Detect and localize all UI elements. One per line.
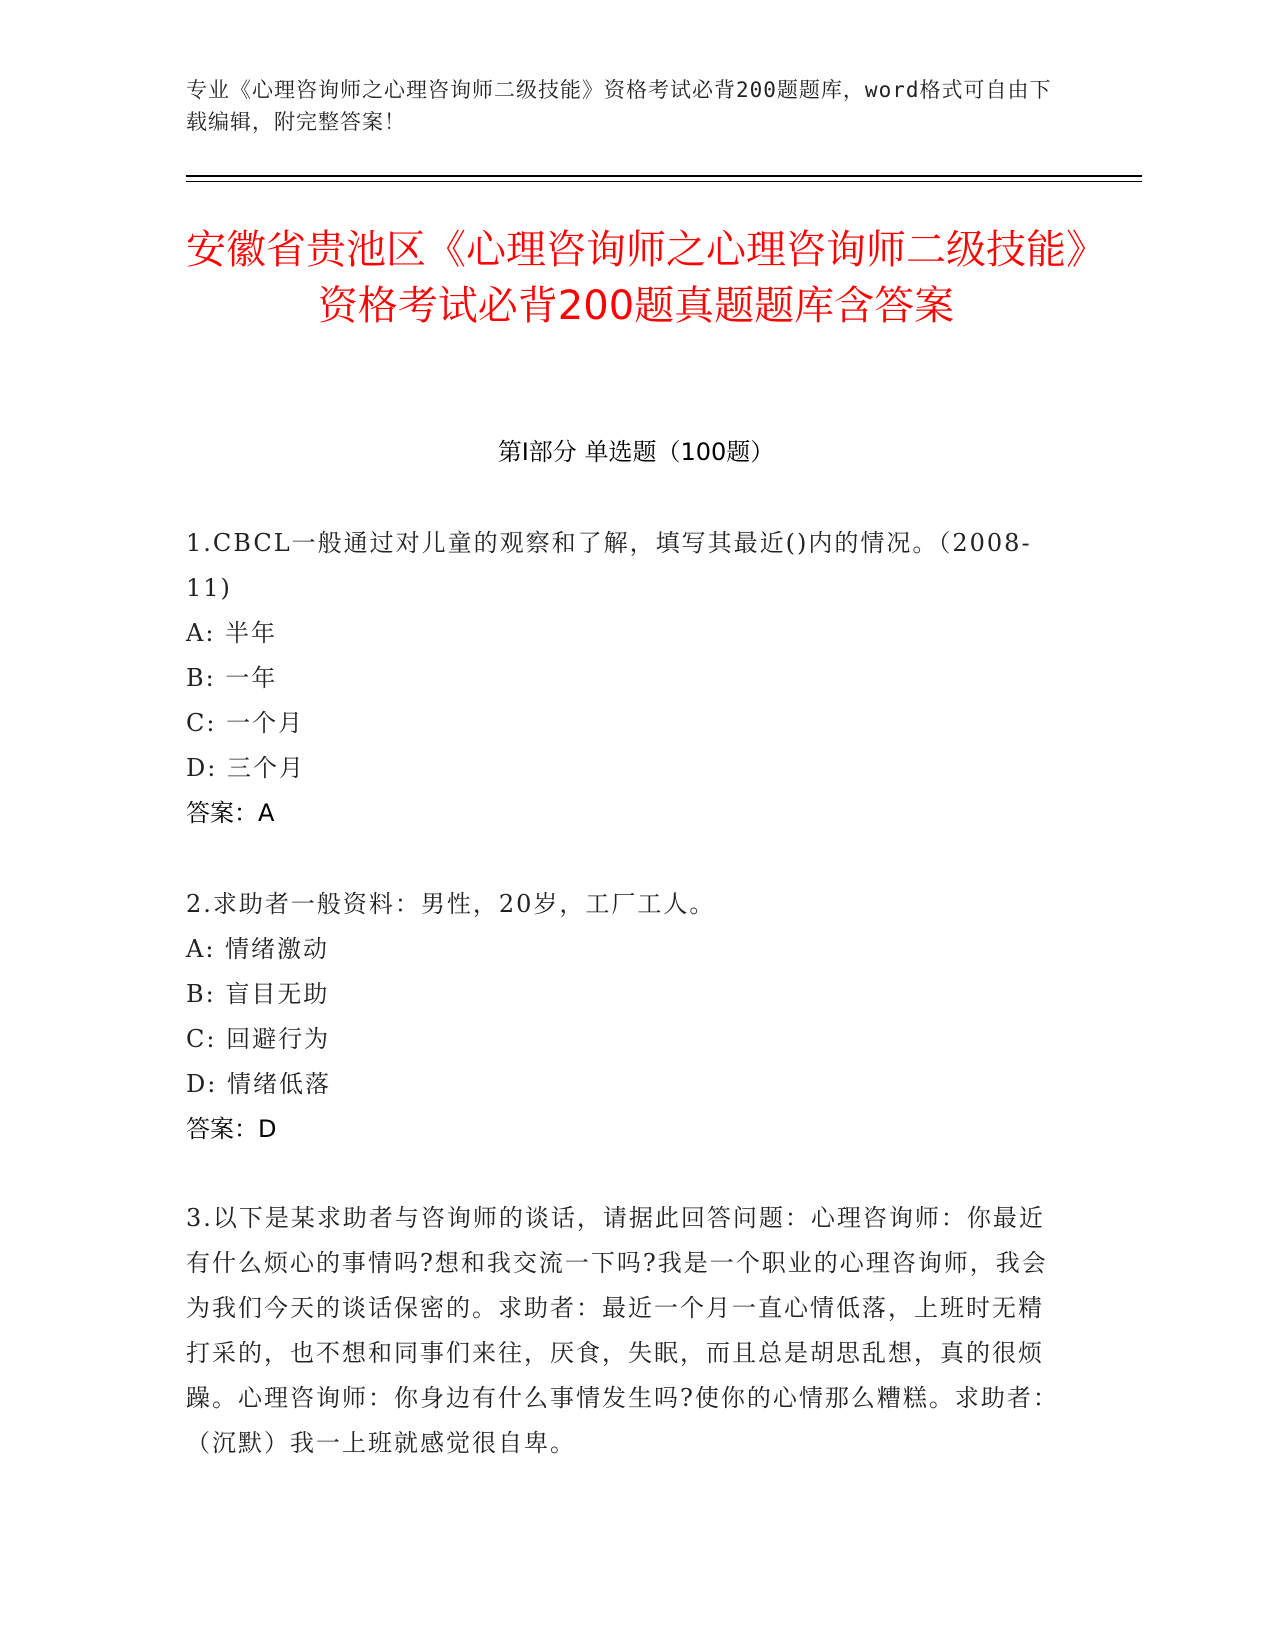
question-stem: 3.以下是某求助者与咨询师的谈话，请据此回答问题：心理咨询师：你最近有什么烦心的事情吗?想和我交流一下吗?我是一个职业的心理咨询师，我会为我们今天的谈话保密的。求助者：最近一个月一直心情低落，上班时无精打采的，也不想和同事们来往，厌食，失眠，而且总是胡思乱想，真的很烦躁。心理咨询师：你身边有什么事情发生吗?使你的心情那么糟糕。求助者：（沉默）我一上班就感觉很自卑。 [186,1204,1059,1457]
document-title: 安徽省贵池区《心理咨询师之心理咨询师二级技能》资格考试必背200题真题题库含答案 [186,227,1086,329]
header-note: 专业《心理咨询师之心理咨询师二级技能》资格考试必背200题题库，word格式可自由下载编辑，附完整答案！ [186,78,1052,134]
option-c: C: 回避行为 [186,1025,331,1053]
option-d: D: 三个月 [186,754,305,782]
answer-line: 答案：D [186,1115,277,1143]
question-2 [186,882,1066,1152]
section-title: 第Ⅰ部分 单选题（100题） [497,438,775,466]
question-1 [186,521,1066,836]
option-b: B: 一年 [186,664,278,692]
option-a: A: 半年 [186,619,278,647]
question-stem: 1.CBCL一般通过对儿童的观察和了解，填写其最近()内的情况。（2008-11) [186,529,1032,602]
option-c: C: 一个月 [186,709,305,737]
question-stem: 2.求助者一般资料：男性，20岁，工厂工人。 [186,890,716,918]
option-d: D: 情绪低落 [186,1070,331,1098]
header-rule-thin [186,181,1142,182]
option-b: B: 盲目无助 [186,980,330,1008]
answer-line: 答案：A [186,799,275,827]
question-3 [186,1196,1066,1466]
option-a: A: 情绪激动 [186,935,330,963]
header-rule-thick [186,175,1142,177]
